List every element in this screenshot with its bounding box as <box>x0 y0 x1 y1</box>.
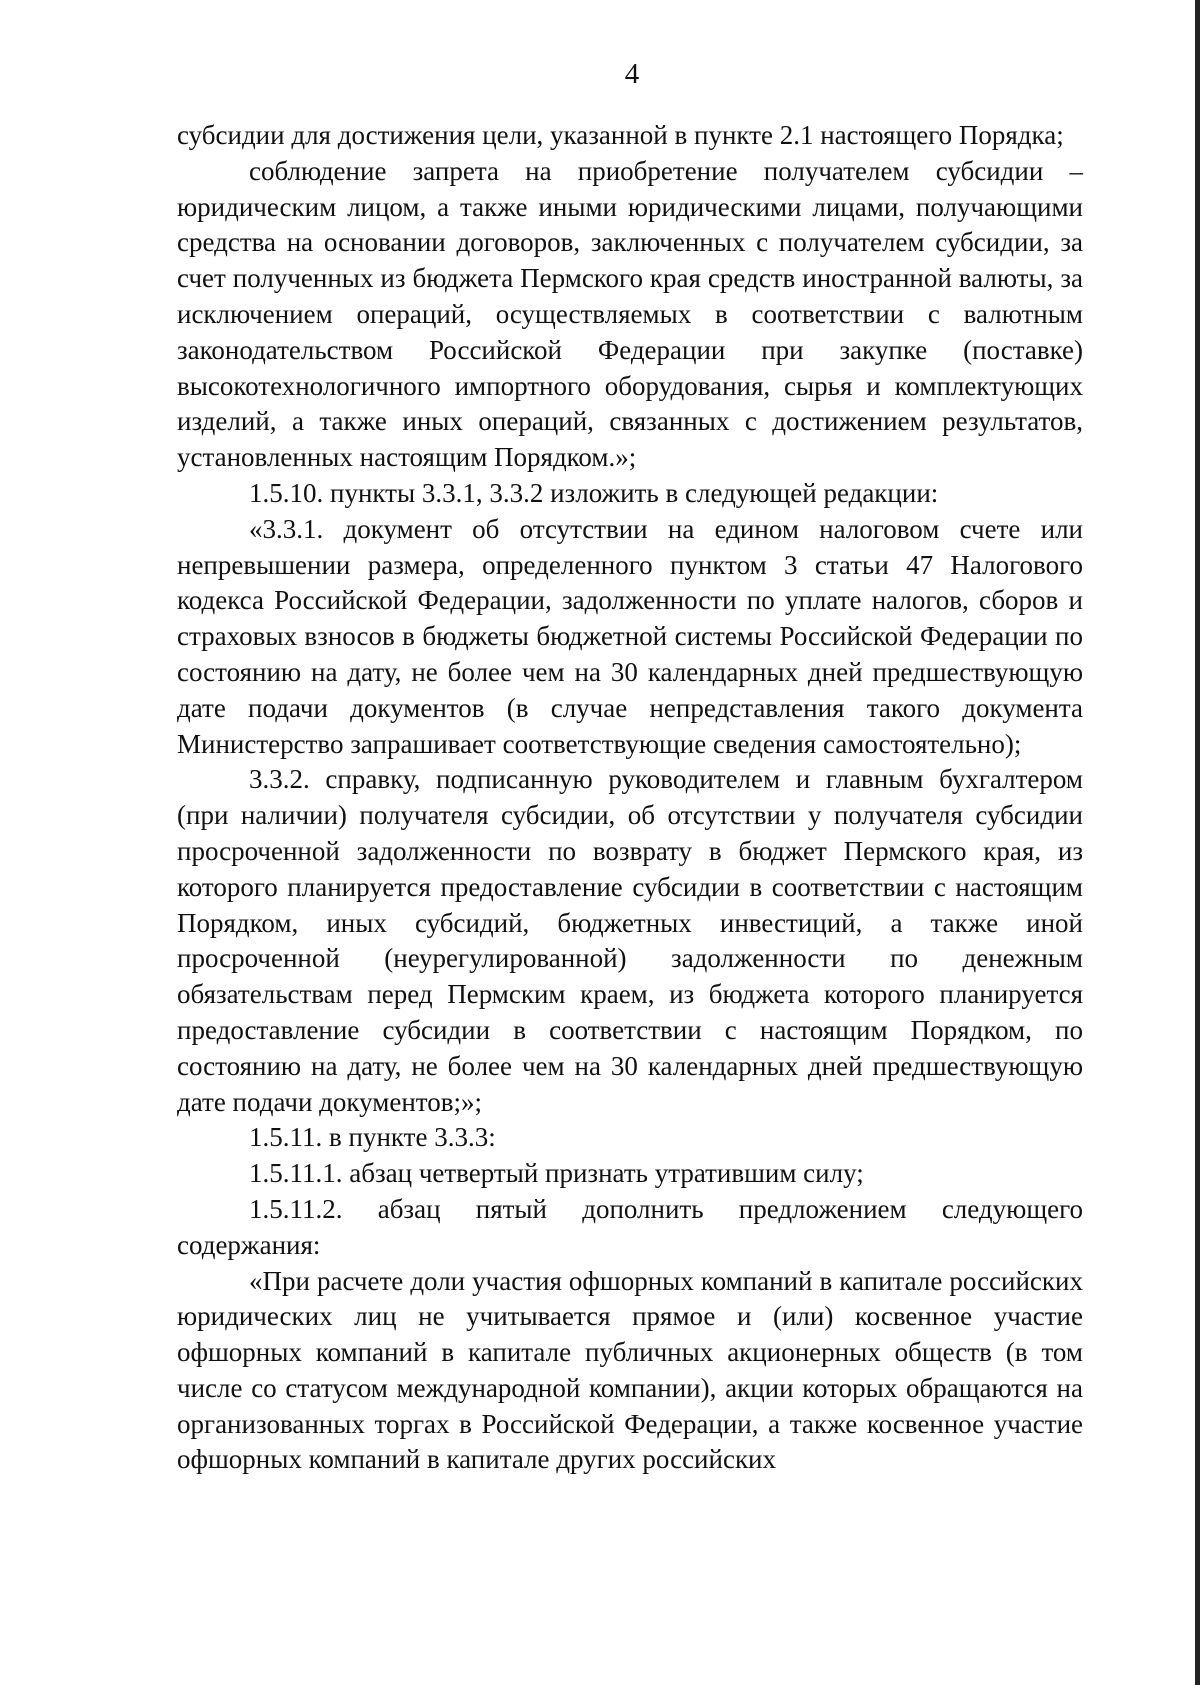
document-body <box>177 118 1083 1478</box>
paragraph-6: 1.5.11. в пункте 3.3.3: <box>249 1122 496 1153</box>
paragraph-4: «3.3.1. документ об отсутствии на едином налоговом счете или непревышении размера, определенного пунктом 3 статьи 47 Налогового кодекса Российской Федерации, задолженности по уплате налогов, сборов и страховых взносов в бюджеты бюджетной системы Российской Федерации по состоянию на дату, не более чем на 30 календарных дней предшествующую дате подачи документов (в случае непредставления такого документа Министерство запрашивает соответствующие сведения самостоятельно); <box>177 513 1083 759</box>
paragraph-9: «При расчете доли участия офшорных компаний в капитале российских юридических лиц не учитывается прямое и (или) косвенное участие офшорных компаний в капитале публичных акционерных обществ (в том числе со статусом международной компании), акции которых обращаются на организованных торгах в Российской Федерации, а также косвенное участие офшорных компаний в капитале других российских <box>177 1265 1083 1475</box>
paragraph-5: 3.3.2. справку, подписанную руководителем и главным бухгалтером (при наличии) получателя субсидии, об отсутствии у получателя субсидии просроченной задолженности по возврату в бюджет Пермского края, из которого планируется предоставление субсидии в соответствии с настоящим Порядком, иных субсидий, бюджетных инвестиций, а также иной просроченной (неурегулированной) задолженности по денежным обязательствам перед Пермским краем, из бюджета которого планируется предоставление субсидии в соответствии с настоящим Порядком, по состоянию на дату, не более чем на 30 календарных дней предшествующую дате подачи документов;»; <box>177 764 1083 1117</box>
paragraph-2: соблюдение запрета на приобретение получателем субсидии – юридическим лицом, а также иными юридическими лицами, получающими средства на основании договоров, заключенных с получателем субсидии, за счет полученных из бюджета Пермского края средств иностранной валюты, за исключением операций, осуществляемых в соответствии с валютным законодательством Российской Федерации при закупке (поставке) высокотехнологичного импортного оборудования, сырья и комплектующих изделий, а также иных операций, связанных с достижением результатов, установленных настоящим Порядком.»; <box>177 155 1083 473</box>
page-number: 4 <box>624 58 640 90</box>
scan-edge <box>1195 0 1200 1685</box>
paragraph-7: 1.5.11.1. абзац четвертый признать утратившим силу; <box>249 1158 864 1189</box>
paragraph-1: субсидии для достижения цели, указанной в пункте 2.1 настоящего Порядка; <box>177 120 1064 150</box>
paragraph-8: 1.5.11.2. абзац пятый дополнить предложением следующего содержания: <box>177 1193 1083 1260</box>
paragraph-3: 1.5.10. пункты 3.3.1, 3.3.2 изложить в следующей редакции: <box>249 477 939 508</box>
